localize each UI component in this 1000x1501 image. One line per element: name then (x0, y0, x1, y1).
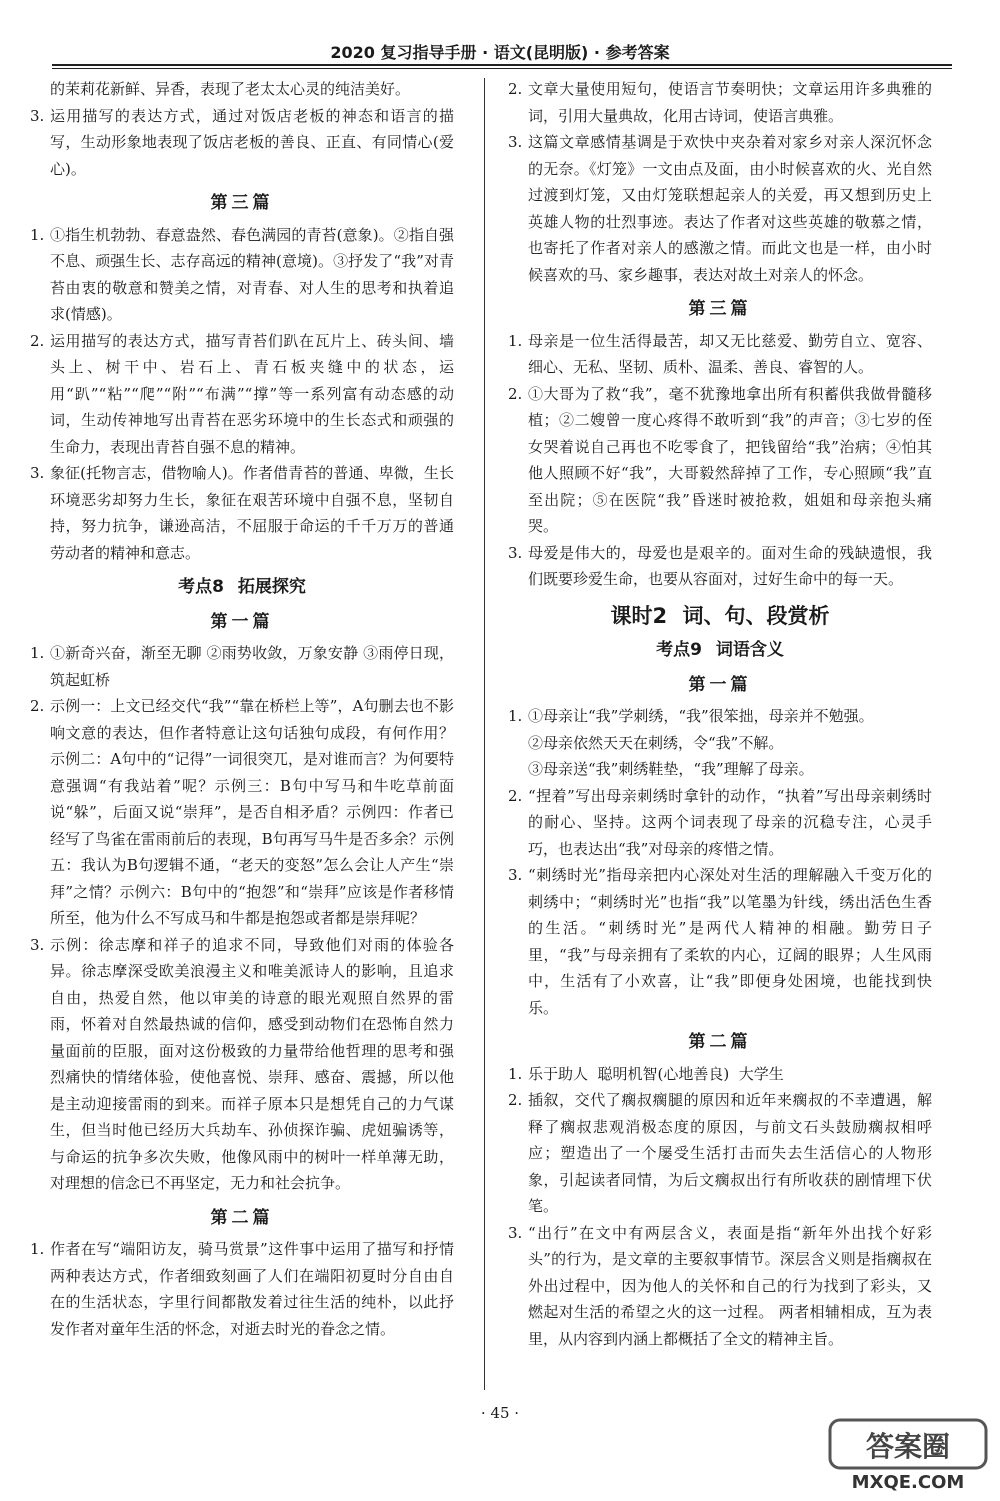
svg-text:MXQE.COM: MXQE.COM (851, 1472, 965, 1493)
answer-item: 2. 文章大量使用短句，使语言节奏明快；文章运用许多典雅的词，引用大量典故，化用古诗词，使语言典雅。 (508, 80, 932, 125)
answer-item: 1. 母亲是一位生活得最苦，却又无比慈爱、勤劳自立、宽容、细心、无私、坚韧、质朴、温柔、善良、睿智的人。 (508, 331, 932, 376)
answer-item: 3. 母爱是伟大的，母爱也是艰辛的。面对生命的残缺遗恨，我们既要珍爱生命，也要从容面对，过好生命中的每一天。 (508, 543, 932, 588)
watermark-logo (828, 1418, 988, 1494)
section-heading: 第一篇 (688, 674, 752, 695)
answer-item: 3. “刺绣时光”指母亲把内心深处对生活的理解融入千变万化的刺绣中；“刺绣时光”也指“我”以笔墨为针线，绣出活色生香的生活。“刺绣时光”是两代人精神的相融。勤劳日子里，“我”与母亲拥有了柔软的内心，辽阔的眼界；人生风雨中，生活有了小欢喜，让“我”即便身处困境，也能找到快乐。 (508, 866, 932, 1017)
answer-item: 1. 乐于助人 聪明机智(心地善良) 大学生 (508, 1064, 784, 1083)
answer-item: 2. 示例一：上文已经交代“我”“靠在桥栏上等”，A句删去也不影响文意的表达，但作者特意让这句话独句成段，有何作用？示例二：A句中的“记得”一词很突兀，是对谁而言？为何要特意强调“有我站着”呢？示例三：B句中写马和牛吃草前面说“躲”，后面又说“崇拜”，是否自相矛盾？示例四：作者已经写了鸟雀在雷雨前后的表现，B句再写马牛是否多余？示例五：我认为B句逻辑不通，“老天的变怒”怎么会让人产生“崇拜”之情？示例六：B句中的“抱怨”和“崇拜”应该是作者移情所至，他为什么不写成马和牛都是抱怨或者都是崇拜呢？ (30, 697, 454, 927)
answer-item: 2. 插叙，交代了瘸叔瘸腿的原因和近年来瘸叔的不幸遭遇，解释了瘸叔悲观消极态度的原因，与前文石头鼓励瘸叔相呼应；塑造出了一个屡受生活打击而失去生活信心的人物形象，引起读者同情，为后文瘸叔出行有所收获的剧情埋下伏笔。 (508, 1091, 932, 1215)
section-heading: 第二篇 (688, 1032, 752, 1052)
page-number: · 45 · (480, 1404, 520, 1422)
column-divider (484, 78, 485, 1390)
svg-text:答案圈: 答案圈 (865, 1430, 951, 1463)
answer-item: 1. ①新奇兴奋，渐至无聊 ②雨势收敛，万象安静 ③雨停日现，筑起虹桥 (30, 644, 454, 689)
page-header: 2020 复习指导手册 · 语文(昆明版) · 参考答案 (330, 43, 670, 62)
answer-item: 2. 运用描写的表达方式，描写青苔们趴在瓦片上、砖头间、墙头上、树干中、岩石上、青石板夹缝中的状态，运用“趴”“粘”“爬”“附”“布满”“撑”等一系列富有动态感的动词，生动传神地写出青苔在恶劣环境中的生长态式和顽强的生命力，表现出青苔自强不息的精神。 (30, 331, 454, 456)
header-rule-thin (52, 68, 952, 69)
section-heading: 第二篇 (210, 1207, 274, 1228)
answer-item: 1. ①指生机勃勃、春意盎然、春色满园的青苔(意象)。②指自强不息、顽强生长、志存高远的精神(意境)。③抒发了“我”对青苔由衷的敬意和赞美之情，对青春、对人生的思考和执着追求(情感)。 (30, 225, 454, 323)
section-heading: 第三篇 (688, 299, 752, 319)
answer-item: 3. 示例：徐志摩和祥子的追求不同，导致他们对雨的体验各异。徐志摩深受欧美浪漫主义和唯美派诗人的影响，且追求自由，热爱自然，他以审美的诗意的眼光观照自然界的雷雨，怀着对自然最热诚的信仰，感受到动物们在恐怖自然力量面前的臣服，面对这份极致的力量带给他哲理的思考和强烈痛快的情绪体验，使他喜悦、崇拜、感奋、震撼，所以他是主动迎接雷雨的到来。而祥子原本只是想凭自己的力气谋生，但当时他已经历大兵劫车、孙侦探诈骗、虎妞骗诱等，与命运的抗争多次失败，他像风雨中的树叶一样单薄无助，对理想的信念已不再坚定，无力和社会抗争。 (30, 935, 454, 1192)
lesson-heading: 课时2 词、句、段赏析 (610, 603, 830, 628)
continued-text: 的茉莉花新鲜、异香，表现了老太太心灵的纯洁美好。 (50, 80, 411, 98)
section-heading: 第三篇 (210, 193, 274, 213)
answer-item: 1. 作者在写“端阳访友，骑马赏景”这件事中运用了描写和抒情两种表达方式，作者细致刻画了人们在端阳初夏时分自由自在的生活状态，字里行间都散发着过往生活的纯朴，以此抒发作者对童年生活的怀念，对逝去时光的眷念之情。 (30, 1240, 454, 1338)
answer-item: 3. 象征(托物言志，借物喻人)。作者借青苔的普通、卑微，生长环境恶劣却努力生长，象征在艰苦环境中自强不息，坚韧自持，努力抗争，谦逊高洁，不屈服于命运的千千万万的普通劳动者的精神和意志。 (30, 464, 454, 562)
answer-item: 1. ①母亲让“我”学刺绣，“我”很笨拙，母亲并不勉强。 ②母亲依然天天在刺绣，令“我”不解。 ③母亲送“我”刺绣鞋垫，“我”理解了母亲。 (508, 707, 874, 778)
right-column (508, 76, 932, 1352)
topic-heading: 考点8 拓展探究 (178, 577, 306, 597)
answer-item: 3. “出行”在文中有两层含义，表面是指“新年外出找个好彩头”的行为，是文章的主要叙事情节。深层含义则是指瘸叔在外出过程中，因为他人的关怀和自己的行为找到了彩头，又燃起对生活的希望之火的这一过程。 两者相辅相成，互为表里，从内容到内涵上都概括了全文的精神主旨。 (508, 1223, 932, 1348)
answer-item: 3. 这篇文章感情基调是于欢快中夹杂着对家乡对亲人深沉怀念的无奈。《灯笼》一文由点及面，由小时候喜欢的火、光自然过渡到灯笼，又由灯笼联想起亲人的关爱，再又想到历史上英雄人物的壮烈事迹。表达了作者对这些英雄的敬慕之情，也寄托了作者对亲人的感激之情。而此文也是一样，由小时候喜欢的马、家乡趣事，表达对故土对亲人的怀念。 (508, 133, 932, 284)
left-column (30, 76, 454, 1342)
section-heading: 第一篇 (210, 611, 274, 632)
header-rule (52, 64, 952, 66)
topic-heading: 考点9 词语含义 (656, 640, 784, 660)
answer-item: 2. “捏着”写出母亲刺绣时拿针的动作，“执着”写出母亲刺绣时的耐心、坚持。这两个词表现了母亲的沉稳专注，心灵手巧，也表达出“我”对母亲的疼惜之情。 (508, 786, 932, 858)
answer-item: 3. 运用描写的表达方式，通过对饭店老板的神态和语言的描写，生动形象地表现了饭店老板的善良、正直、有同情心(爱心)。 (30, 106, 454, 178)
answer-item: 2. ①大哥为了救“我”，毫不犹豫地拿出所有积蓄供我做骨髓移植；②二嫂曾一度心疼得不敢听到“我”的声音；③七岁的侄女哭着说自己再也不吃零食了，把钱留给“我”治病；④怕其他人照顾不好“我”，大哥毅然辞掉了工作，专心照顾“我”直至出院；⑤在医院“我”昏迷时被抢救，姐姐和母亲抱头痛哭。 (508, 384, 932, 535)
